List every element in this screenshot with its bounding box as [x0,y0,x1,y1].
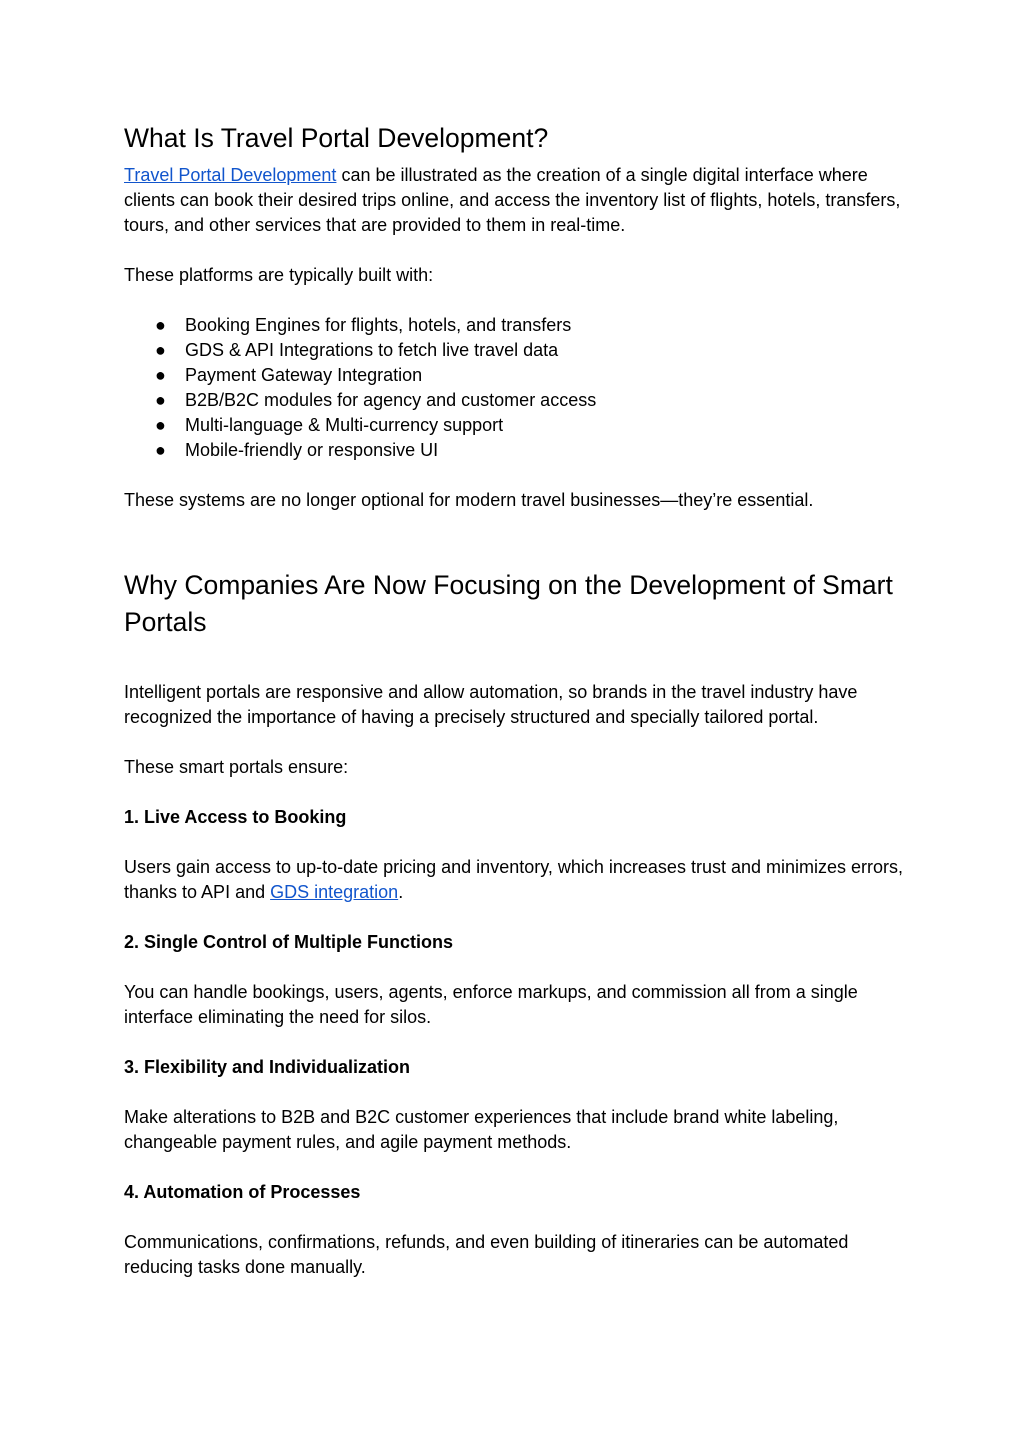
list-item [124,313,904,338]
travel-portal-development-link[interactable]: Travel Portal Development [124,165,337,185]
list-item [124,413,904,438]
list-item [124,363,904,388]
bullet-icon: ● [155,440,166,460]
item-title-live-access: 1. Live Access to Booking [124,807,347,827]
gds-integration-link[interactable]: GDS integration [270,882,399,902]
item-body-text: Users gain access to up-to-date pricing and inventory, which increases trust and minimizes errors, thanks to API and [124,857,904,902]
list-item-text: Mobile-friendly or responsive UI [185,440,439,460]
list-item-text: Booking Engines for flights, hotels, and transfers [185,315,572,335]
section-heading-travel-portal: What Is Travel Portal Development? [124,123,549,153]
item-title-automation: 4. Automation of Processes [124,1182,361,1202]
item-body-single-control: You can handle bookings, users, agents, enforce markups, and commission all from a single interface eliminating the need for silos. [124,982,858,1027]
list-item-text: GDS & API Integrations to fetch live travel data [185,340,559,360]
closing-paragraph: These systems are no longer optional for modern travel businesses—they’re essential. [124,490,814,510]
item-title-flexibility: 3. Flexibility and Individualization [124,1057,411,1077]
list-item-text: Multi-language & Multi-currency support [185,415,504,435]
bullet-icon: ● [155,340,166,360]
bullet-icon: ● [155,390,166,410]
built-with-text: These platforms are typically built with: [124,265,434,285]
list-item [124,438,904,463]
intro-paragraph [124,163,904,238]
list-item-text: Payment Gateway Integration [185,365,423,385]
item-body-automation: Communications, confirmations, refunds, and even building of itineraries can be automated reducing tasks done manually. [124,1232,849,1277]
section-heading-smart-portals: Why Companies Are Now Focusing on the Development of Smart Portals [124,570,893,637]
list-item-text: B2B/B2C modules for agency and customer access [185,390,597,410]
item-title-single-control: 2. Single Control of Multiple Functions [124,932,453,952]
document-page [124,120,904,1280]
feature-list [124,313,904,463]
item-body-live-access [124,855,904,905]
smart-portals-intro: Intelligent portals are responsive and allow automation, so brands in the travel industry have recognized the importance of having a precisely structured and specially tailored portal. [124,682,858,727]
intro-text: can be illustrated as the creation of a single digital interface where clients can book their desired trips online, and access the inventory list of flights, hotels, transfers, tours, and other services that are provided to them in real-time. [124,165,901,235]
bullet-icon: ● [155,415,166,435]
item-body-flexibility: Make alterations to B2B and B2C customer experiences that include brand white labeling, changeable payment rules, and agile payment methods. [124,1107,839,1152]
list-item [124,338,904,363]
bullet-icon: ● [155,365,166,385]
bullet-icon: ● [155,315,166,335]
ensure-text: These smart portals ensure: [124,757,349,777]
list-item [124,388,904,413]
item-body-end: . [398,882,404,902]
